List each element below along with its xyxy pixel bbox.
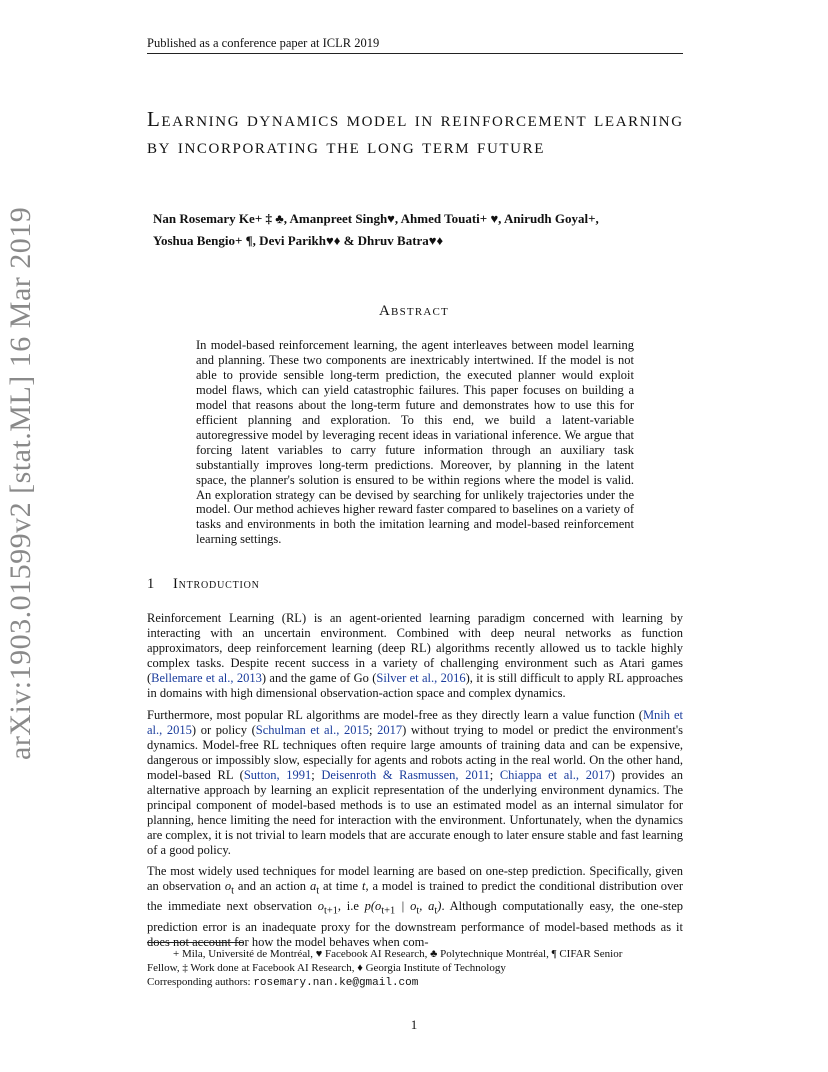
header-rule <box>147 53 683 54</box>
math-var: a <box>309 878 317 893</box>
text-run: , a model is trained to predict the conditional distribution over the immediate next observation <box>147 878 683 914</box>
text-run: ; <box>311 767 322 782</box>
section-title: Introduction <box>173 576 260 592</box>
paper-title: Learning dynamics model in reinforcement learning by incorporating the long term future <box>147 107 684 158</box>
math-var: ) <box>437 899 442 914</box>
abstract-body: In model-based reinforcement learning, the agent interleaves between model learning and planning. These two components are inextricably intertwined. If the model is not able to provide sensible long-term prediction, the executed planner would exploit model flaws, which can yield catastrophic failures. This paper focuses on building a model that reasons about the long-term future and demonstrates how to use this for efficient planning and exploration. To this end, we build a latent-variable autoregressive model by leveraging recent ideas in variational inference. We argue that forcing latent variables to carry future information through an auxiliary task substantially improves long-term predictions. Moreover, by planning in the latent space, the planner's solution is ensured to be within regions where the model is valid. An exploration strategy can be devised by searching for unlikely trajectories under the model. Our method achieves higher reward faster compared to baselines on a variety of tasks and environments in both the imitation learning and model-based reinforcement learning settings. <box>196 338 634 547</box>
intro-paragraph-2 <box>147 708 683 858</box>
math-var: t <box>361 878 366 893</box>
math-var: o <box>317 899 324 914</box>
section-number: 1 <box>147 576 156 592</box>
text-run: ; <box>368 722 378 737</box>
intro-paragraph-1 <box>147 611 683 701</box>
math-var: , a <box>419 899 435 914</box>
text-run: ) without trying to model or predict the environment's dynamics. Model-free RL techniques often require large amounts of training data and can be expensive, dangerous or impossibly slow, especially for agents and robots acting in the real world. On the other hand, model-based RL ( <box>147 722 683 782</box>
footnote-block <box>147 947 683 990</box>
math-sub: t <box>416 905 420 917</box>
section-heading-introduction <box>147 576 260 593</box>
text-run: ; <box>489 767 500 782</box>
authors-line-1: Nan Rosemary Ke+ ‡ ♣, Amanpreet Singh♥, Ahmed Touati+ ♥, Anirudh Goyal+, <box>153 211 599 226</box>
citation-link[interactable]: Deisenroth & Rasmussen, 2011 <box>321 767 490 782</box>
corresponding-label: Corresponding authors: <box>147 976 254 988</box>
citation-link[interactable]: Chiappa et al., 2017 <box>499 767 611 782</box>
math-sub: t+1 <box>323 905 338 917</box>
corresponding-email[interactable]: rosemary.nan.ke@gmail.com <box>253 977 419 989</box>
math-sub: t <box>231 885 235 897</box>
abstract-heading: Abstract <box>379 303 449 319</box>
footnote-affiliations-1: + Mila, Université de Montréal, ♥ Facebook AI Research, ♣ Polytechnique Montréal, ¶ CIFAR Senior <box>173 948 623 960</box>
text-run: Furthermore, most popular RL algorithms are model-free as they directly learn a value function ( <box>147 708 643 722</box>
math-sub: t <box>316 885 320 897</box>
text-run: Reinforcement Learning (RL) is an agent-oriented learning paradigm concerned with learning by interacting with an uncertain environment. Combined with deep neural networks as function approximators, deep reinforcement learning (deep RL) algorithms recently allowed us to tackle highly complex tasks. Despite recent success in a variety of challenging environment such as Atari games ( <box>147 611 683 685</box>
text-run: ) and the game of Go ( <box>261 670 377 685</box>
math-var: | o <box>395 899 417 914</box>
running-header: Published as a conference paper at ICLR 2019 <box>147 36 380 50</box>
math-sub: t <box>434 905 438 917</box>
footnote-rule <box>147 942 243 943</box>
footnote-affiliations-2: Fellow, ‡ Work done at Facebook AI Research, ♦ Georgia Institute of Technology <box>147 962 506 974</box>
authors-line-2: Yoshua Bengio+ ¶, Devi Parikh♥♦ & Dhruv Batra♥♦ <box>153 233 444 248</box>
citation-link[interactable]: Schulman et al., 2015 <box>255 722 369 737</box>
text-run: ), it is still difficult to apply RL approaches in domains with high dimensional observation-action space and complex dynamics. <box>147 670 684 700</box>
text-run: . Although computationally easy, the one-step prediction error is an inadequate proxy for the downstream performance of model-based methods as it does not account for how the model behaves when com- <box>147 899 684 949</box>
page-number: 1 <box>410 1017 418 1032</box>
citation-link[interactable]: Silver et al., 2016 <box>376 670 466 685</box>
author-list <box>153 208 673 252</box>
footnote-corresponding <box>147 975 683 990</box>
text-run: at time <box>319 878 362 893</box>
citation-link[interactable]: Bellemare et al., 2013 <box>151 670 262 685</box>
math-var: p(o <box>364 899 382 914</box>
text-run: , i.e <box>337 899 365 914</box>
text-run: ) provides an alternative approach by learning an explicit representation of the underlying environment dynamics. The principal component of model-based methods is to use an estimated model as an internal simulator for planning, hence limiting the need for interaction with the environment. Unfortunately, when the dynamics are complex, it is not trivial to learn models that are accurate enough to later ensure stable and fast learning of a good policy. <box>147 767 683 857</box>
text-run: The most widely used techniques for model learning are based on one-step prediction. Specifically, given an observation <box>147 864 683 893</box>
citation-link[interactable]: Sutton, 1991 <box>243 767 312 782</box>
arxiv-sidebar-stamp: arXiv:1903.01599v2 [stat.ML] 16 Mar 2019 <box>4 206 37 760</box>
text-run: and an action <box>234 878 310 893</box>
text-run: ) or policy ( <box>191 722 256 737</box>
citation-link[interactable]: 2017 <box>377 722 403 737</box>
citation-link[interactable]: Mnih et al., 2015 <box>147 708 683 737</box>
math-var: o <box>224 878 232 893</box>
math-sub: t+1 <box>381 905 396 917</box>
intro-paragraph-3 <box>147 864 683 950</box>
